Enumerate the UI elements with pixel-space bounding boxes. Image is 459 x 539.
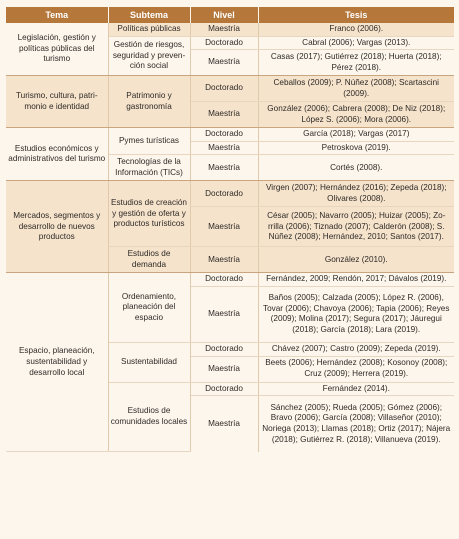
nivel-cell: Maestría <box>190 23 258 36</box>
table-row <box>6 23 454 36</box>
tesis-cell: Fernández (2014). <box>258 382 454 396</box>
nivel-cell: Doctorado <box>190 273 258 287</box>
header-row <box>6 7 454 23</box>
subtema-cell: Sustentabilidad <box>108 342 190 382</box>
tema-cell: Mercados, segmentos y desarrollo de nuevos productos <box>6 181 108 273</box>
nivel-cell: Maestría <box>190 247 258 273</box>
tesis-cell: Sánchez (2005); Rueda (2005); Gómez (2006); Bravo (2006); García (2008); Villaseñor (2010); Noriega (2013); Llamas (2018); Ortiz (2017); Nájera (2018); Gutiérrez R. (2018); Villanueva (2019). <box>262 402 451 444</box>
table-row <box>6 128 454 142</box>
tesis-cell: González (2006); Cabrera (2008); De Niz (2018); López S. (2006); Mora (2006). <box>258 102 454 128</box>
nivel-cell: Maestría <box>190 356 258 382</box>
tesis-cell: César (2005); Navarro (2005); Huizar (2005); Zo-rrilla (2006); Tiznado (2007); Calderón (2008); S. Núñez (2008); Hernández, 2010; Santos (2017). <box>258 207 454 247</box>
subtema-cell: Estudios de creación y gestión de oferta y productos turísticos <box>108 181 190 247</box>
subtema-cell: Políticas públicas <box>108 23 190 36</box>
tesis-cell: González (2010). <box>258 247 454 273</box>
subtema-cell: Estudios de demanda <box>108 247 190 273</box>
tesis-cell: Baños (2005); Calzada (2005); López R. (2006), Tovar (2006); Chavoya (2006); Tapia (2006); Reyes (2009); Molina (2017); Segura (2017); Jáuregui (2018); García (2018); Lara (2019). <box>258 286 454 342</box>
subtema-cell: Patrimonio y gastronomía <box>108 76 190 128</box>
tema-cell: Turismo, cultura, patri-monio e identidad <box>6 76 108 128</box>
subtema-cell: Tecnologías de la Información (TICs) <box>108 155 190 181</box>
tesis-cell: Chávez (2007); Castro (2009); Zepeda (2019). <box>258 342 454 356</box>
nivel-cell: Maestría <box>190 155 258 181</box>
subtema-cell: Ordenamiento, planeación del espacio <box>108 273 190 343</box>
nivel-cell: Maestría <box>190 207 258 247</box>
header-tesis: Tesis <box>258 7 454 23</box>
nivel-cell: Maestría <box>190 102 258 128</box>
tesis-cell: García (2018); Vargas (2017) <box>258 128 454 142</box>
tesis-cell: Fernández, 2009; Rendón, 2017; Dávalos (2019). <box>258 273 454 287</box>
thesis-table <box>6 7 454 452</box>
tesis-cell: Petroskova (2019). <box>258 141 454 155</box>
tema-cell: Legislación, gestión y políticas públicas del turismo <box>6 23 108 76</box>
nivel-cell: Doctorado <box>190 76 258 102</box>
subtema-cell: Gestión de riesgos, seguridad y preven-ción social <box>108 36 190 76</box>
thesis-table-wrapper <box>6 7 454 452</box>
tesis-cell: Beets (2006); Hernández (2008); Kosonoy (2008); Cruz (2009); Herrera (2019). <box>258 356 454 382</box>
tema-cell: Espacio, planeación, sustentabilidad y desarrollo local <box>6 273 108 452</box>
table-row <box>6 273 454 287</box>
tema-cell: Estudios económicos y administrativos del turismo <box>6 128 108 181</box>
tesis-cell: Ceballos (2009); P. Núñez (2008); Scartascini (2009). <box>258 76 454 102</box>
table-row <box>6 76 454 102</box>
subtema-cell: Pymes turísticas <box>108 128 190 155</box>
header-nivel: Nivel <box>190 7 258 23</box>
tesis-cell: Virgen (2007); Hernández (2016); Zepeda (2018); Olivares (2008). <box>258 181 454 207</box>
nivel-cell: Maestría <box>190 396 258 452</box>
nivel-cell: Doctorado <box>190 36 258 50</box>
nivel-cell: Maestría <box>190 50 258 76</box>
subtema-cell: Estudios de comunidades locales <box>108 382 190 452</box>
tesis-cell: Franco (2006). <box>258 23 454 36</box>
nivel-cell: Maestría <box>190 141 258 155</box>
nivel-cell: Doctorado <box>190 342 258 356</box>
nivel-cell: Doctorado <box>190 382 258 396</box>
nivel-cell: Doctorado <box>190 128 258 142</box>
tesis-cell: Cabral (2006); Vargas (2013). <box>258 36 454 50</box>
header-subtema: Subtema <box>108 7 190 23</box>
tesis-cell: Cortés (2008). <box>258 155 454 181</box>
header-tema: Tema <box>6 7 108 23</box>
nivel-cell: Maestría <box>190 286 258 342</box>
nivel-cell: Doctorado <box>190 181 258 207</box>
tesis-cell: Casas (2017); Gutiérrez (2018); Huerta (2018); Pérez (2018). <box>258 50 454 76</box>
table-row <box>6 181 454 207</box>
